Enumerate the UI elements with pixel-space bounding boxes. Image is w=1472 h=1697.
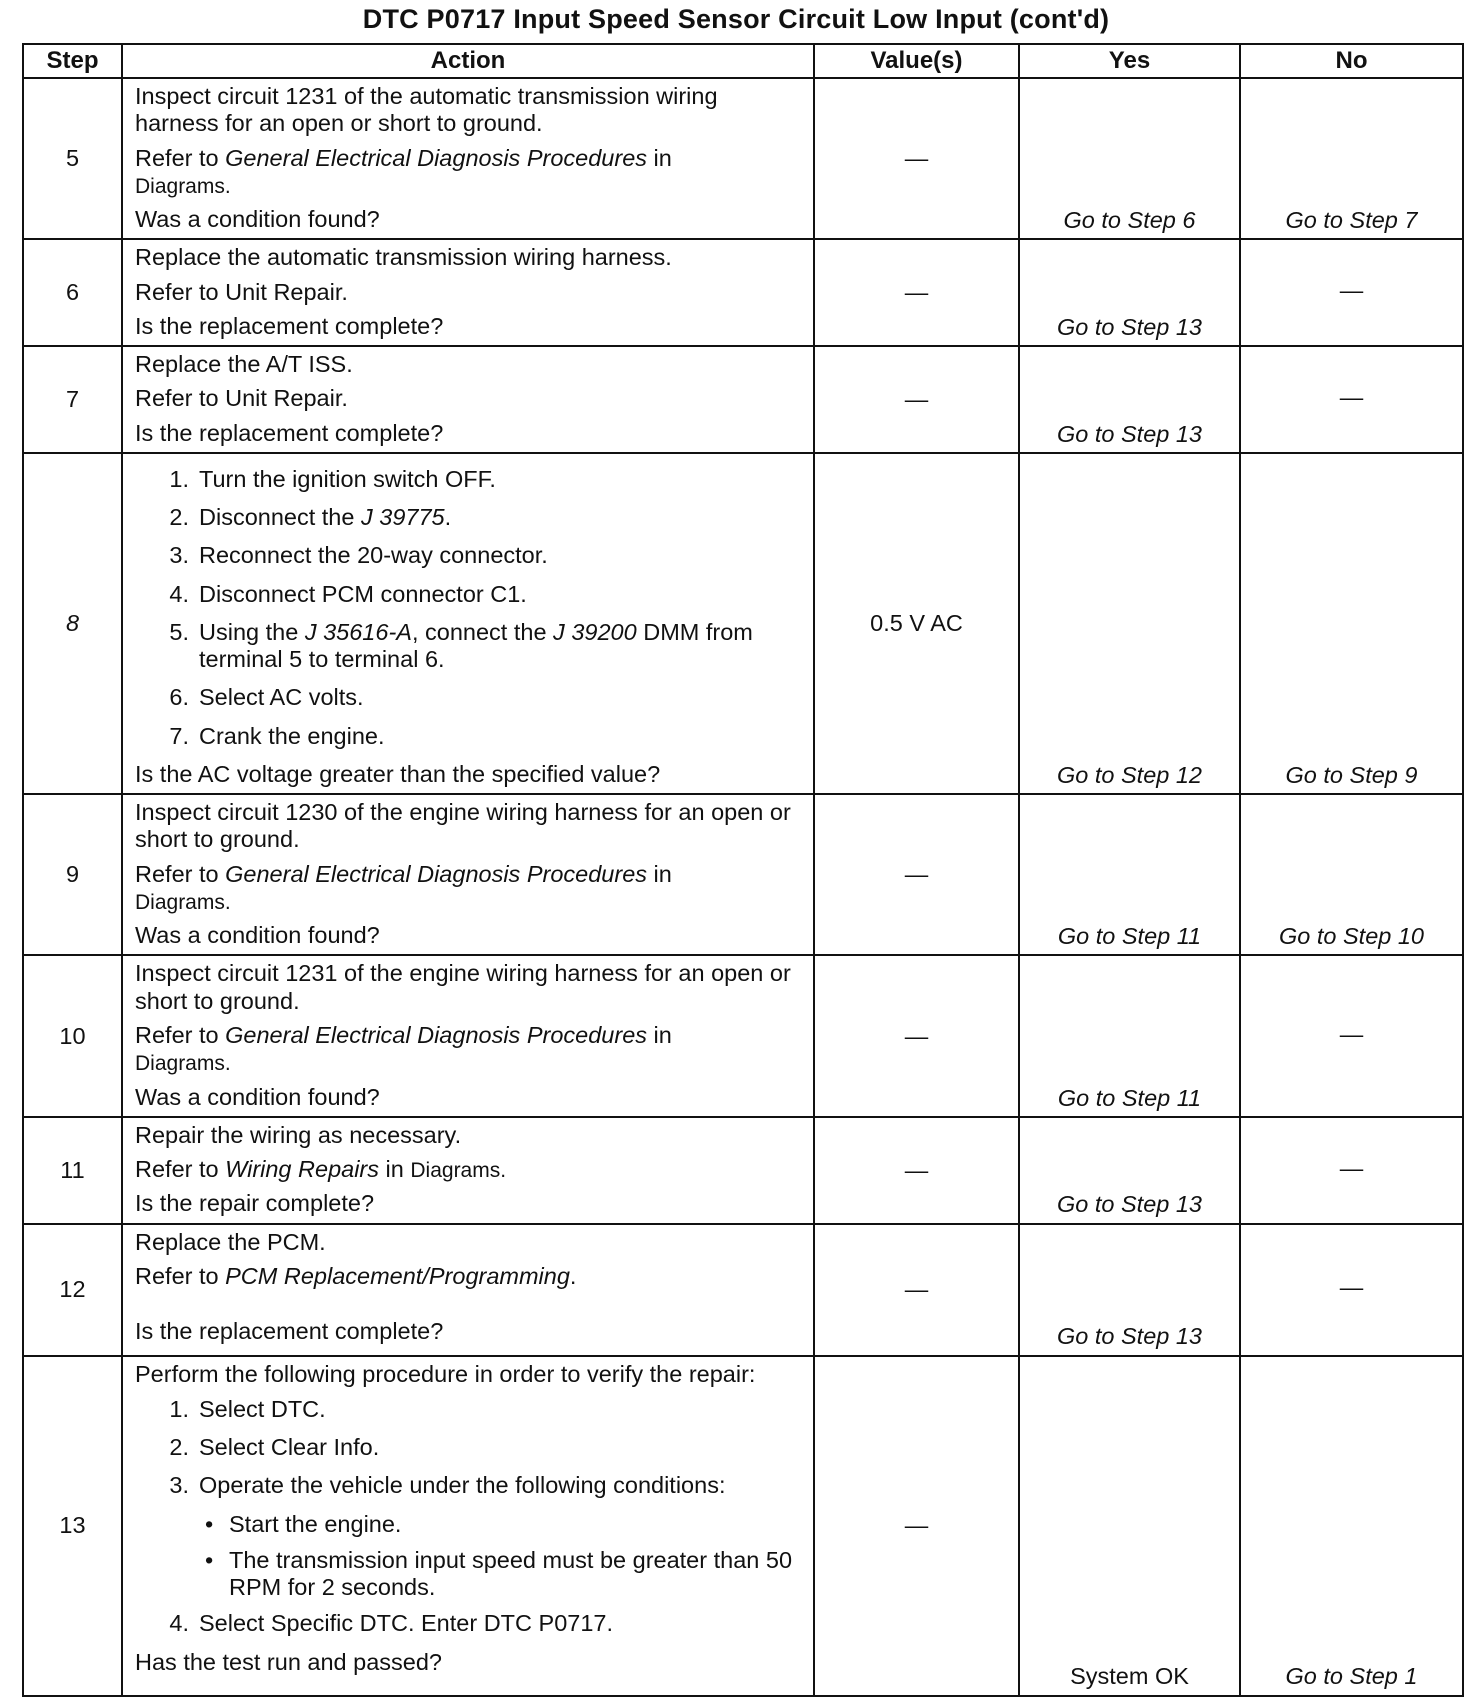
page-title: DTC P0717 Input Speed Sensor Circuit Low Input (cont'd): [362, 4, 1110, 34]
diagnostic-table: [22, 43, 1464, 1697]
list-item: 2. Disconnect the J 39775.: [169, 504, 452, 531]
table-row: [23, 1117, 1463, 1224]
action-text: Inspect circuit 1230 of the engine wiring harness for an open or short to ground.: [135, 799, 791, 853]
no-cell: —: [1240, 1224, 1463, 1356]
action-question: Was a condition found?: [135, 922, 380, 949]
no-cell: —: [1240, 239, 1463, 346]
action-text: Perform the following procedure in order to verify the repair:: [135, 1360, 756, 1387]
action-cell: [122, 1356, 814, 1696]
action-question: Is the replacement complete?: [135, 1318, 444, 1345]
action-question: Is the AC voltage greater than the specified value?: [135, 760, 661, 787]
action-cell: [122, 239, 814, 346]
yes-cell: Go to Step 13: [1019, 239, 1240, 346]
no-cell: Go to Step 10: [1240, 794, 1463, 955]
list-item: 2. Select Clear Info.: [169, 1434, 380, 1461]
step-number: 10: [23, 955, 122, 1116]
action-reference: Refer to General Electrical Diagnosis Procedures in Diagrams.: [135, 144, 672, 198]
numbered-list: [135, 466, 803, 750]
bullet-icon: •: [205, 1510, 214, 1537]
table-row: [23, 239, 1463, 346]
table-row: [23, 78, 1463, 239]
action-question: Was a condition found?: [135, 206, 380, 233]
no-cell: Go to Step 1: [1240, 1356, 1463, 1696]
action-cell: [122, 1117, 814, 1224]
value-cell: 0.5 V AC: [814, 453, 1019, 794]
yes-cell: Go to Step 11: [1019, 794, 1240, 955]
action-reference: Refer to PCM Replacement/Programming.: [135, 1262, 577, 1289]
step-number: 5: [23, 78, 122, 239]
action-question: Is the repair complete?: [135, 1190, 375, 1217]
step-number: 11: [23, 1117, 122, 1224]
list-item: 3. Reconnect the 20-way connector.: [169, 542, 548, 569]
action-question: Has the test run and passed?: [135, 1648, 443, 1675]
table-row: [23, 346, 1463, 453]
yes-cell: System OK: [1019, 1356, 1240, 1696]
list-item: 7. Crank the engine.: [169, 722, 385, 749]
action-text: Repair the wiring as necessary.: [135, 1121, 462, 1148]
no-cell: Go to Step 7: [1240, 78, 1463, 239]
no-cell: —: [1240, 1117, 1463, 1224]
value-cell: —: [814, 346, 1019, 453]
action-text: Inspect circuit 1231 of the engine wiring harness for an open or short to ground.: [135, 960, 791, 1014]
header-step: Step: [23, 44, 122, 78]
value-cell: —: [814, 794, 1019, 955]
action-reference: Refer to Unit Repair.: [135, 278, 348, 305]
action-text: Replace the automatic transmission wiring harness.: [135, 244, 672, 271]
yes-cell: Go to Step 13: [1019, 1224, 1240, 1356]
bullet-item: • The transmission input speed must be greater than 50 RPM for 2 seconds.: [205, 1546, 793, 1601]
no-cell: —: [1240, 955, 1463, 1116]
no-cell: —: [1240, 346, 1463, 453]
header-action: Action: [122, 44, 814, 78]
yes-cell: Go to Step 12: [1019, 453, 1240, 794]
bullet-item: • Start the engine.: [205, 1510, 402, 1537]
list-item: 4. Disconnect PCM connector C1.: [169, 580, 527, 607]
action-cell: [122, 78, 814, 239]
list-item: 3. Operate the vehicle under the following conditions:: [169, 1472, 726, 1499]
action-reference: Refer to Wiring Repairs in Diagrams.: [135, 1156, 507, 1183]
table-row: [23, 794, 1463, 955]
action-reference: Refer to Unit Repair.: [135, 385, 348, 412]
value-cell: —: [814, 1117, 1019, 1224]
bullet-icon: •: [205, 1546, 214, 1573]
list-item: 1. Turn the ignition switch OFF.: [169, 465, 496, 492]
table-row: [23, 1356, 1463, 1696]
action-question: Is the replacement complete?: [135, 419, 444, 446]
step-number: 12: [23, 1224, 122, 1356]
action-cell: [122, 453, 814, 794]
value-cell: —: [814, 1356, 1019, 1696]
header-row: [23, 44, 1463, 78]
action-reference: Refer to General Electrical Diagnosis Procedures in Diagrams.: [135, 860, 672, 914]
action-cell: [122, 955, 814, 1116]
no-cell: Go to Step 9: [1240, 453, 1463, 794]
value-cell: —: [814, 78, 1019, 239]
list-item: 1. Select DTC.: [169, 1395, 326, 1422]
header-values: Value(s): [814, 44, 1019, 78]
action-cell: [122, 1224, 814, 1356]
step-number: 7: [23, 346, 122, 453]
header-no: No: [1240, 44, 1463, 78]
action-reference: Refer to General Electrical Diagnosis Procedures in Diagrams.: [135, 1021, 672, 1076]
header-yes: Yes: [1019, 44, 1240, 78]
action-question: Was a condition found?: [135, 1083, 380, 1110]
action-question: Is the replacement complete?: [135, 312, 444, 339]
action-cell: [122, 794, 814, 955]
list-item: 6. Select AC volts.: [169, 684, 364, 711]
step-number: 8: [23, 453, 122, 794]
step-number: 6: [23, 239, 122, 346]
list-item: 5. Using the J 35616-A, connect the J 39200 DMM from terminal 5 to terminal 6.: [169, 618, 753, 673]
yes-cell: Go to Step 13: [1019, 346, 1240, 453]
value-cell: —: [814, 1224, 1019, 1356]
numbered-list: [135, 1396, 803, 1638]
table-row: [23, 453, 1463, 794]
yes-cell: Go to Step 6: [1019, 78, 1240, 239]
yes-cell: Go to Step 11: [1019, 955, 1240, 1116]
table-row: [23, 955, 1463, 1116]
step-number: 13: [23, 1356, 122, 1696]
action-cell: [122, 346, 814, 453]
value-cell: —: [814, 239, 1019, 346]
value-cell: —: [814, 955, 1019, 1116]
table-row: [23, 1224, 1463, 1356]
action-text: Replace the A/T ISS.: [135, 351, 353, 378]
step-number: 9: [23, 794, 122, 955]
yes-cell: Go to Step 13: [1019, 1117, 1240, 1224]
list-item: 4. Select Specific DTC. Enter DTC P0717.: [169, 1610, 614, 1637]
action-text: Inspect circuit 1231 of the automatic transmission wiring harness for an open or short to ground.: [135, 83, 718, 137]
action-text: Replace the PCM.: [135, 1228, 326, 1255]
